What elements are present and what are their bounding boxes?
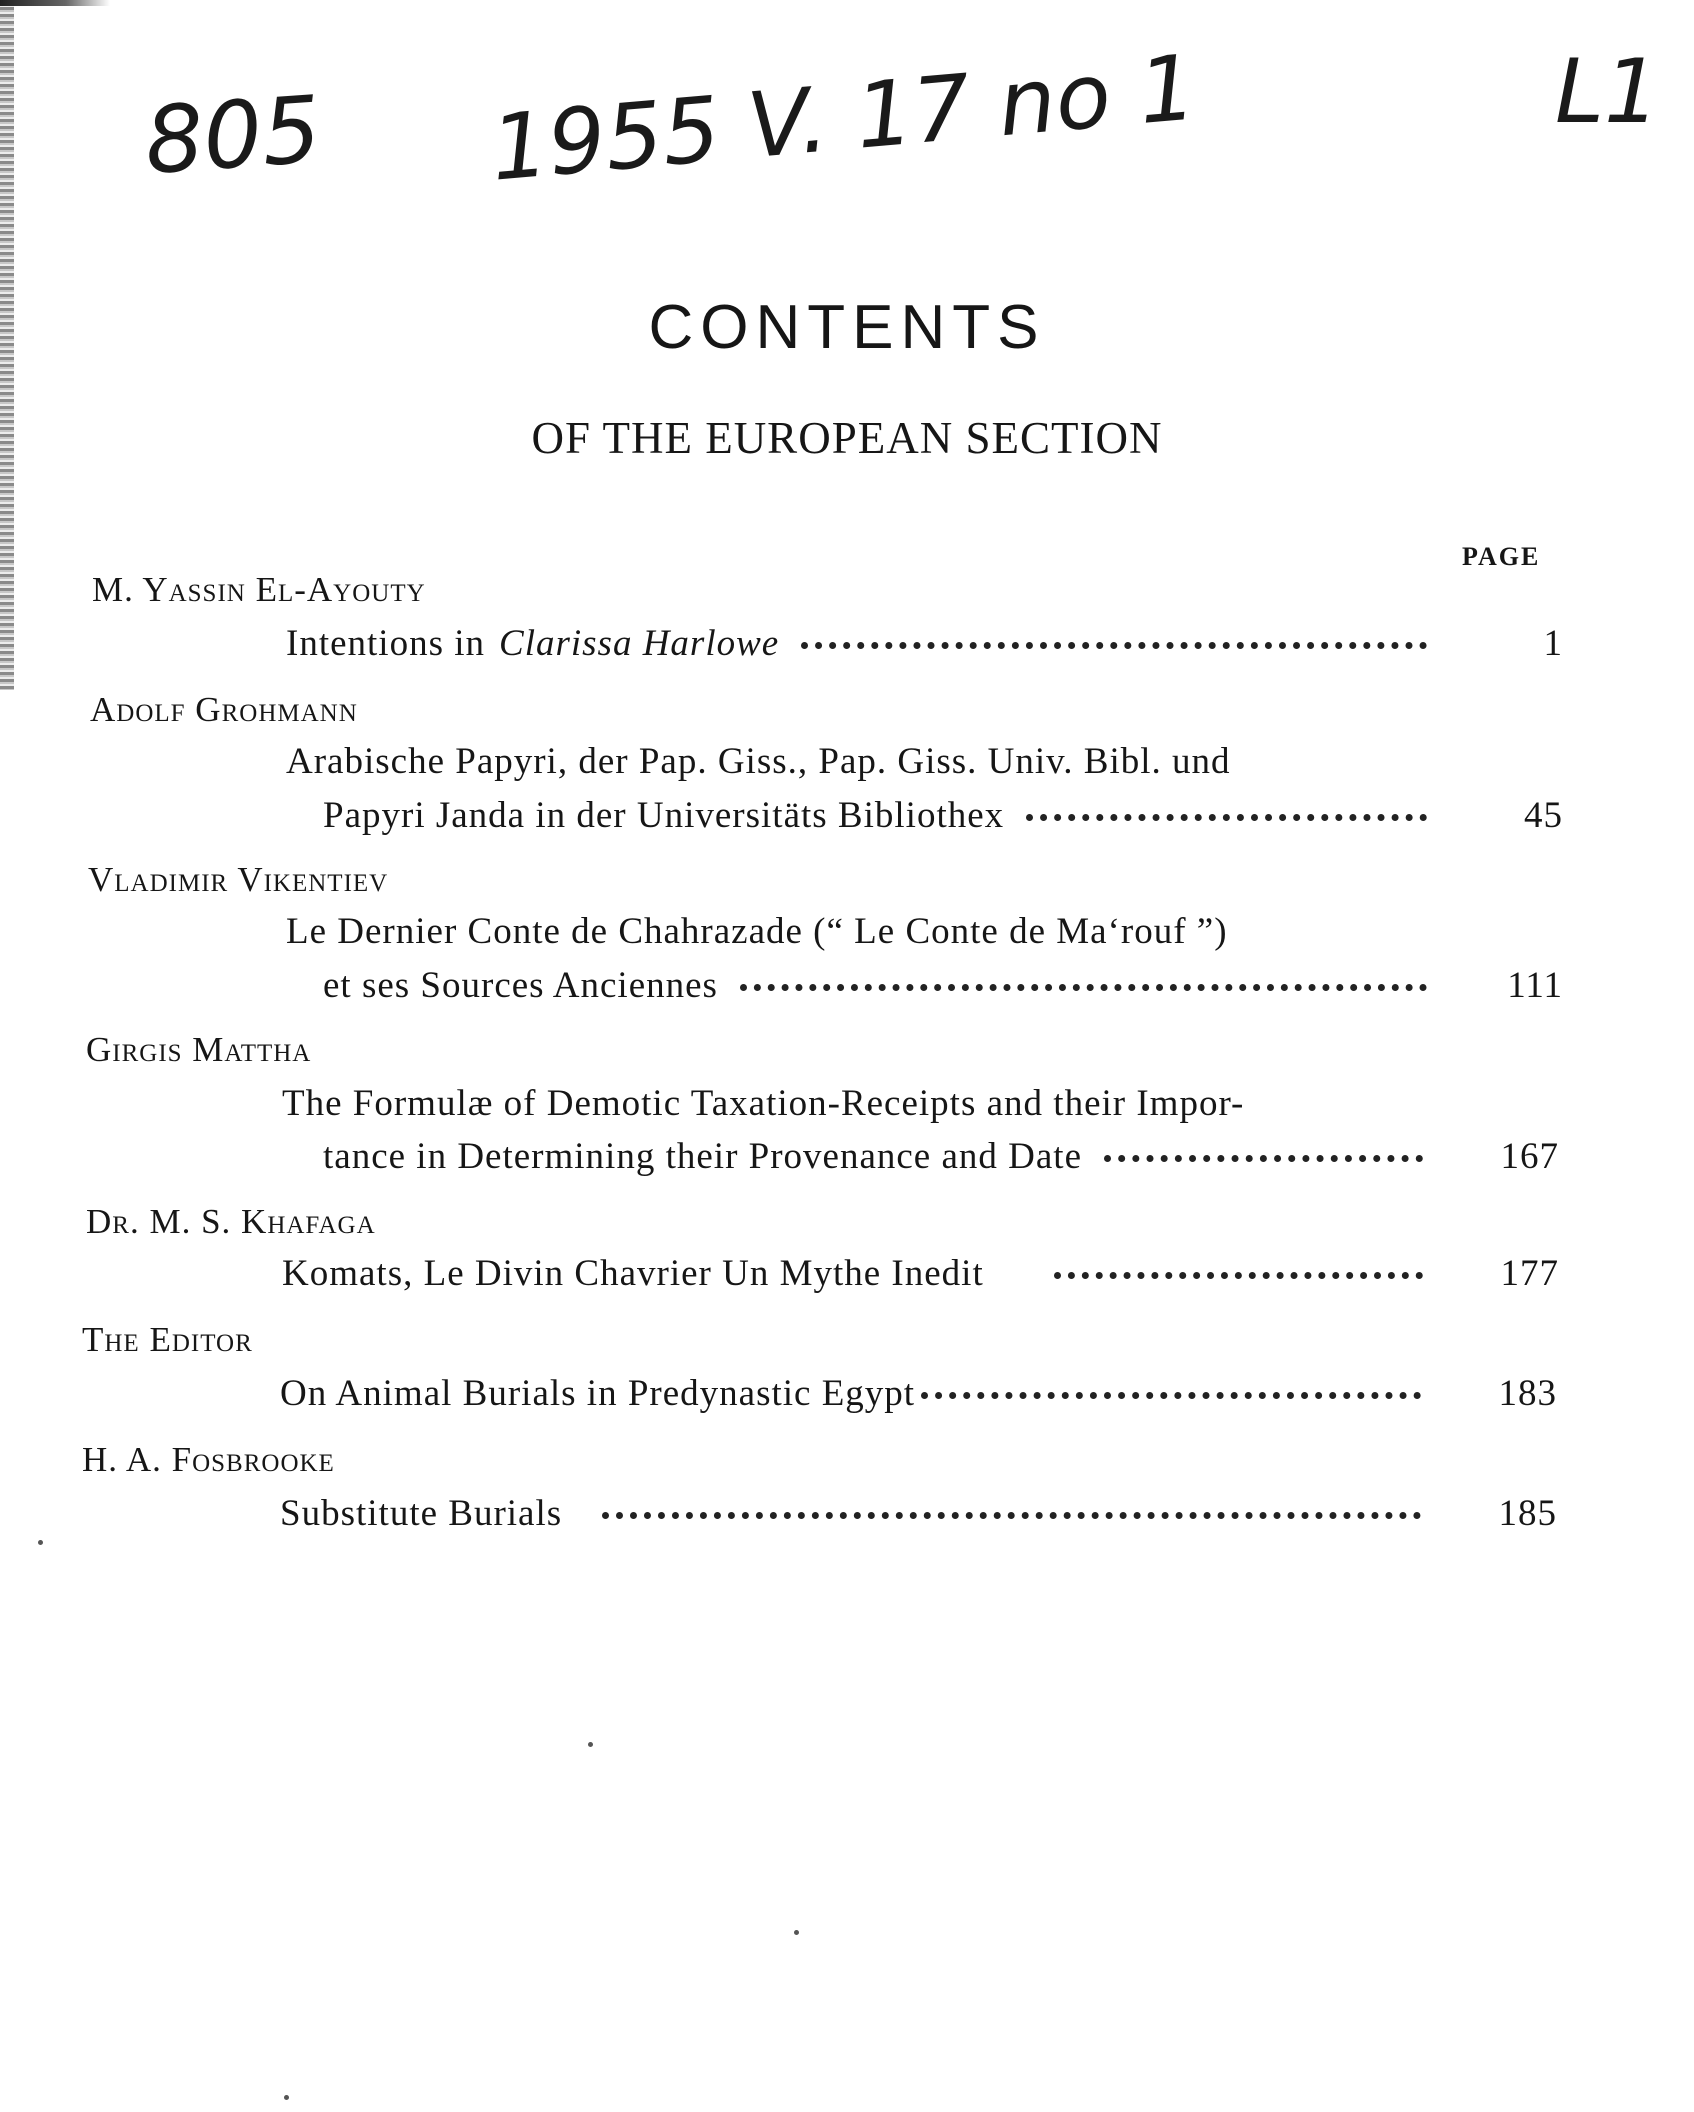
toc-entry-title: [282, 1252, 1559, 1295]
toc-title-text: tance in Determining their Provenance and Date: [323, 1136, 1082, 1177]
contents-title: CONTENTS: [648, 293, 1046, 362]
toc-page-number: 183: [1498, 1373, 1557, 1414]
dot-leader: [1054, 1272, 1423, 1279]
toc-entry-title: [323, 1135, 1559, 1178]
toc-author: Adolf Grohmann: [90, 690, 358, 729]
dot-leader: [602, 1512, 1421, 1519]
scan-speck: [588, 1742, 593, 1747]
dot-leader: [921, 1392, 1421, 1399]
scan-speck: [38, 1540, 43, 1545]
toc-title-text: Komats, Le Divin Chavrier Un Mythe Inedit: [282, 1253, 984, 1294]
toc-page-number: 167: [1500, 1136, 1559, 1177]
scan-speck: [794, 1930, 799, 1935]
toc-entry-title: [323, 794, 1563, 837]
toc-page-number: 177: [1500, 1253, 1559, 1294]
toc-entry-title: [323, 964, 1563, 1007]
toc-title-text: The Formulæ of Demotic Taxation-Receipts and their Impor-: [282, 1083, 1245, 1124]
handwritten-note-left: 805: [141, 76, 325, 195]
toc-title-text: Intentions in: [286, 623, 486, 664]
toc-title-text: et ses Sources Anciennes: [323, 965, 718, 1006]
dot-leader: [1026, 814, 1427, 821]
toc-entry-title: [280, 1372, 1557, 1415]
handwritten-note-right: L1: [1555, 40, 1661, 143]
toc-page-number: 185: [1498, 1493, 1557, 1534]
toc-title-text: Arabische Papyri, der Pap. Giss., Pap. Giss. Univ. Bibl. und: [286, 741, 1231, 782]
dot-leader: [740, 984, 1427, 991]
toc-page-number: 111: [1507, 965, 1563, 1006]
scan-speck: [284, 2095, 289, 2100]
toc-author: Girgis Mattha: [86, 1030, 312, 1069]
handwritten-note-volume: 1955 V. 17 no 1: [486, 35, 1201, 202]
dot-leader: [801, 642, 1427, 649]
scan-edge-top: [0, 0, 110, 6]
toc-title-text: Papyri Janda in der Universitäts Bibliothex: [323, 795, 1005, 836]
toc-entry-title: [286, 622, 1563, 665]
dot-leader: [1104, 1155, 1423, 1162]
toc-page-number: 1: [1543, 623, 1563, 664]
toc-title-italic: Clarissa Harlowe: [499, 623, 780, 664]
toc-title-text: On Animal Burials in Predynastic Egypt: [280, 1373, 916, 1414]
toc-entry-title: [280, 1492, 1557, 1535]
toc-author: M. Yassin El-Ayouty: [92, 570, 426, 609]
toc-author: The Editor: [82, 1320, 253, 1359]
contents-subtitle: OF THE EUROPEAN SECTION: [531, 413, 1163, 463]
page-column-label: PAGE: [1462, 542, 1541, 571]
toc-author: H. A. Fosbrooke: [82, 1440, 335, 1479]
toc-title-text: Le Dernier Conte de Chahrazade (“ Le Conte de Ma‘rouf ”): [286, 911, 1228, 952]
toc-title-text: Substitute Burials: [280, 1493, 563, 1534]
toc-author: Dr. M. S. Khafaga: [86, 1202, 376, 1241]
toc-author: Vladimir Vikentiev: [88, 860, 389, 899]
toc-page-number: 45: [1524, 795, 1563, 836]
